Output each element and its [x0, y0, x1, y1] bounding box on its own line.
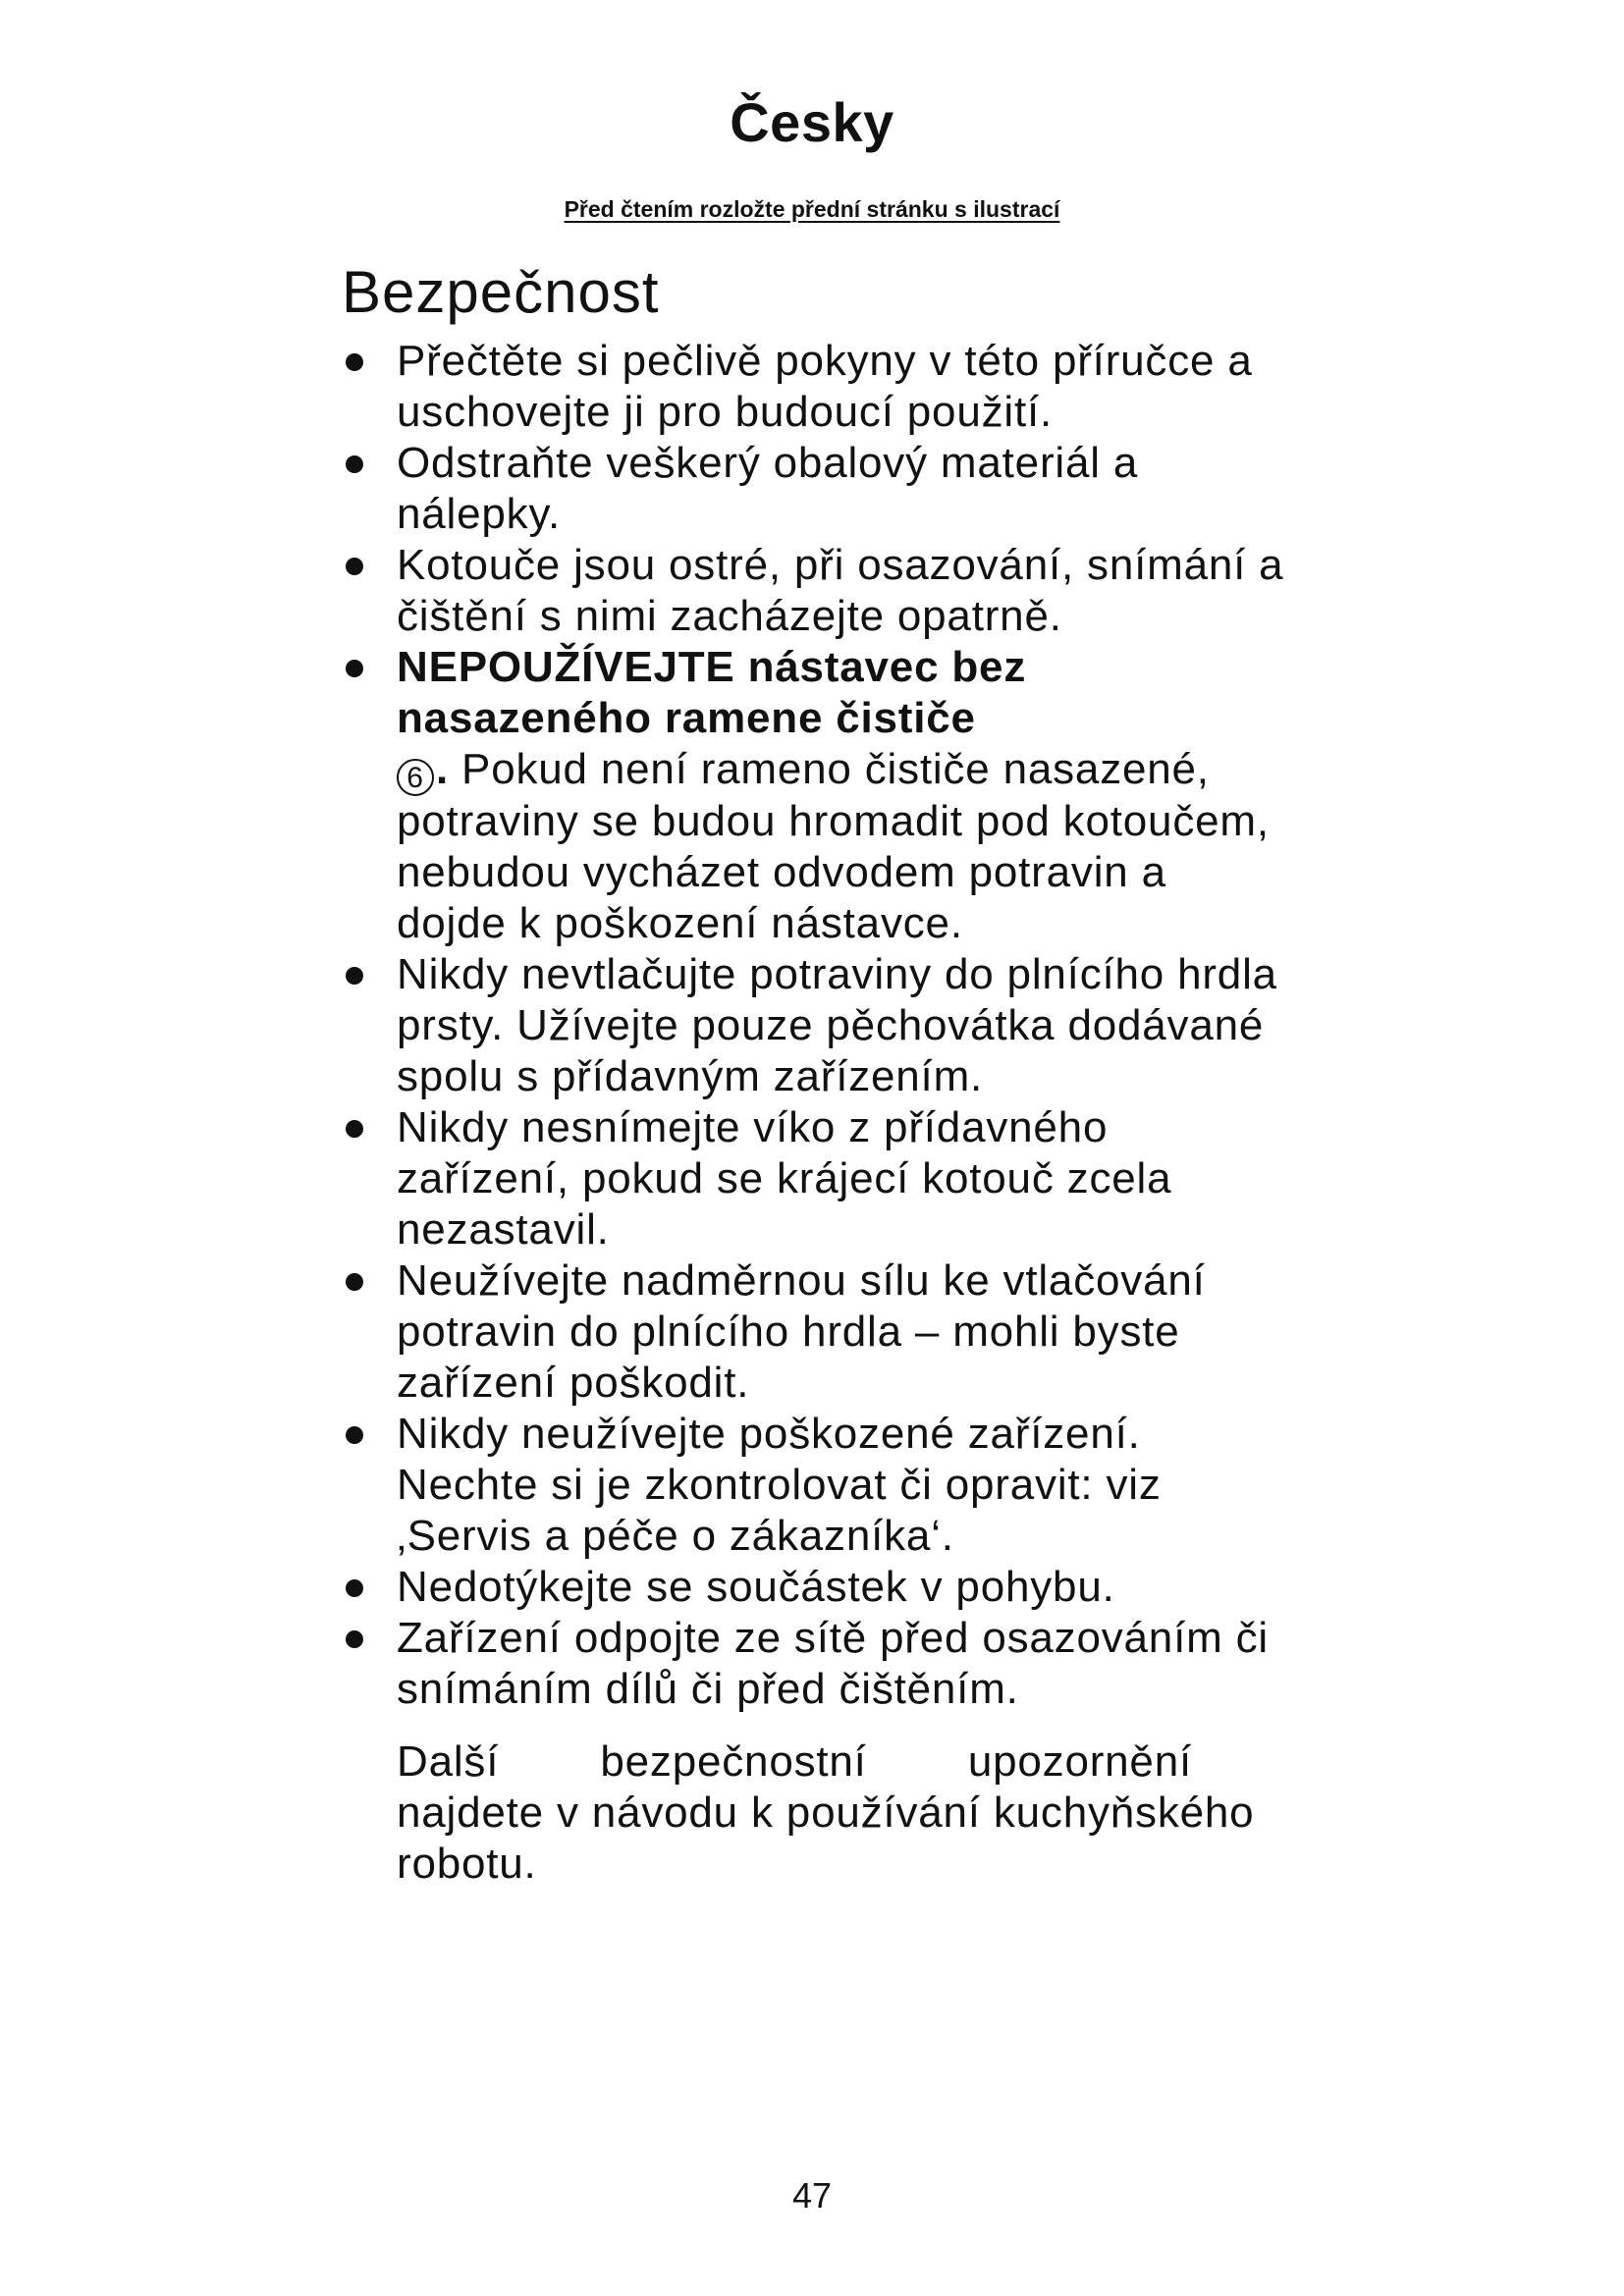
list-item-text: Kotouče jsou ostré, při osazování, snímání a čištění s nimi zacházejte opatrně. — [397, 541, 1284, 640]
bullet-icon — [346, 1120, 363, 1138]
list-item-text: Nedotýkejte se součástek v pohybu. — [397, 1563, 1115, 1611]
list-item-text: Odstraňte veškerý obalový materiál a nálepky. — [397, 439, 1139, 538]
note-first-line — [397, 1736, 1192, 1788]
fold-out-instruction: Před čtením rozložte přední stránku s ilustrací — [564, 196, 1060, 222]
warning-bold-text: NEPOUŽÍVEJTE nástavec bez nasazeného ramene čističe — [397, 643, 1027, 742]
list-item-text: Neužívejte nadměrnou sílu ke vtlačování potravin do plnícího hrdla – mohli byste zařízení poškodit. — [397, 1256, 1206, 1407]
list-item — [342, 642, 1284, 949]
section-heading: Bezpečnost — [342, 259, 660, 325]
bullet-icon — [346, 660, 363, 677]
list-item — [342, 438, 1284, 540]
bullet-icon — [346, 1630, 363, 1648]
list-item — [342, 949, 1284, 1102]
note-word: Další — [397, 1737, 500, 1786]
list-item-text: Přečtěte si pečlivě pokyny v této příručce a uschovejte ji pro budoucí použití. — [397, 337, 1253, 436]
bullet-icon — [346, 1579, 363, 1597]
list-item — [342, 336, 1284, 438]
list-item-text: Pokud není rameno čističe nasazené, potraviny se budou hromadit pod kotoučem, nebudou vycházet odvodem potravin a dojde k poškození nástavce. — [397, 745, 1270, 947]
note-word: upozornění — [967, 1737, 1192, 1786]
safety-list — [342, 336, 1284, 1715]
bullet-icon — [346, 1426, 363, 1444]
safety-section — [342, 257, 1284, 1890]
note-word: bezpečnostní — [600, 1737, 867, 1786]
list-item-text: Nikdy nesnímejte víko z přídavného zařízení, pokud se krájecí kotouč zcela nezastavil. — [397, 1103, 1172, 1254]
bullet-icon — [346, 455, 363, 473]
bullet-icon — [346, 353, 363, 371]
page-number: 47 — [791, 2175, 833, 2216]
note-rest: najdete v návodu k používání kuchyňského robotu. — [397, 1789, 1255, 1888]
bullet-icon — [346, 967, 363, 985]
list-item — [342, 540, 1284, 642]
bullet-icon — [346, 558, 363, 575]
page-title: Česky — [730, 91, 894, 153]
additional-safety-note — [342, 1736, 1284, 1890]
part-reference-number: 6 — [397, 759, 434, 796]
list-item — [342, 1102, 1284, 1255]
list-item-text: Nikdy nevtlačujte potraviny do plnícího hrdla prsty. Užívejte pouze pěchovátka dodávané spolu s přídavným zařízením. — [397, 950, 1277, 1100]
list-item — [342, 1613, 1284, 1715]
list-item — [342, 1562, 1284, 1613]
list-item-text: Zařízení odpojte ze sítě před osazováním či snímáním dílů či před čištěním. — [397, 1614, 1269, 1713]
list-item-text: Nikdy neužívejte poškozené zařízení. Nechte si je zkontrolovat či opravit: viz ‚Servis a péče o zákazníka‘. — [397, 1410, 1162, 1560]
list-item — [342, 1255, 1284, 1409]
list-item — [342, 1409, 1284, 1562]
bullet-icon — [346, 1273, 363, 1291]
reference-period: . — [436, 745, 450, 793]
